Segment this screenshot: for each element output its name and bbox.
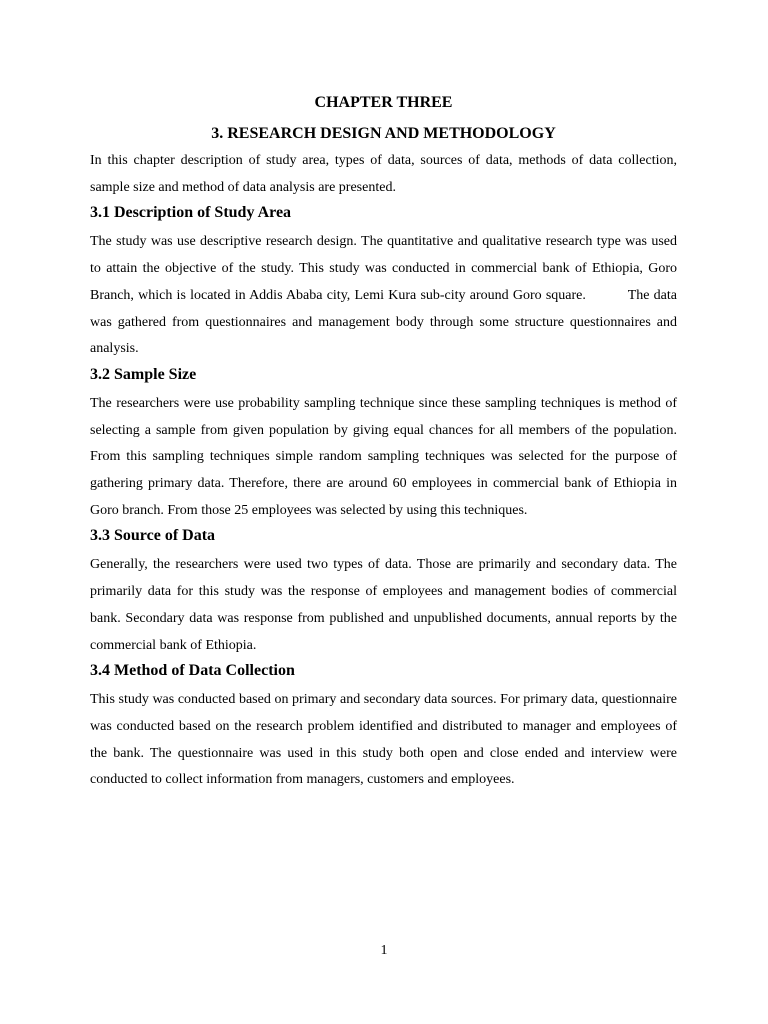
- section-heading-source-of-data: 3.3 Source of Data: [90, 527, 216, 545]
- chapter-subtitle: 3. RESEARCH DESIGN AND METHODOLOGY: [211, 125, 556, 142]
- section-body-data-collection: This study was conducted based on primary and secondary data sources. For primary data, questionnaire was conducted based on the research problem identified and distributed to manager and employees of the bank. The questionnaire was used in this study both open and close ended and interview were conducted to collect information from managers, customers and employees.: [90, 692, 677, 788]
- section-body-sample-size: The researchers were use probability sampling technique since these sampling techniques is method of selecting a sample from given population by giving equal chances for all members of the population. From this sampling techniques simple random sampling techniques was selected for the purpose of gathering primary data. Therefore, there are around 60 employees in commercial bank of Ethiopia in Goro branch. From those 25 employees was selected by using this techniques.: [90, 395, 677, 518]
- section-heading-study-area: 3.1 Description of Study Area: [90, 204, 292, 222]
- section-body-study-area: The study was use descriptive research design. The quantitative and qualitative research type was used to attain the objective of the study. This study was conducted in commercial bank of Ethiopia, Goro Branch, which is located in Addis Ababa city, Lemi Kura sub-city around Goro square. The data was gathered from questionnaires and management body through some structure questionnaires and analysis.: [90, 234, 681, 357]
- section-heading-sample-size: 3.2 Sample Size: [90, 365, 197, 383]
- section-body-source-of-data: Generally, the researchers were used two types of data. Those are primarily and secondary data. The primarily data for this study was the response of employees and management bodies of commercial bank. Secondary data was response from published and unpublished documents, annual reports by the commercial bank of Ethiopia.: [90, 557, 677, 653]
- section-heading-data-collection: 3.4 Method of Data Collection: [90, 662, 295, 680]
- chapter-intro-paragraph: In this chapter description of study area, types of data, sources of data, methods of data collection, sample size and method of data analysis are presented.: [90, 153, 677, 195]
- chapter-title: CHAPTER THREE: [314, 94, 453, 111]
- page-number: 1: [380, 943, 388, 958]
- page-content: [90, 91, 681, 794]
